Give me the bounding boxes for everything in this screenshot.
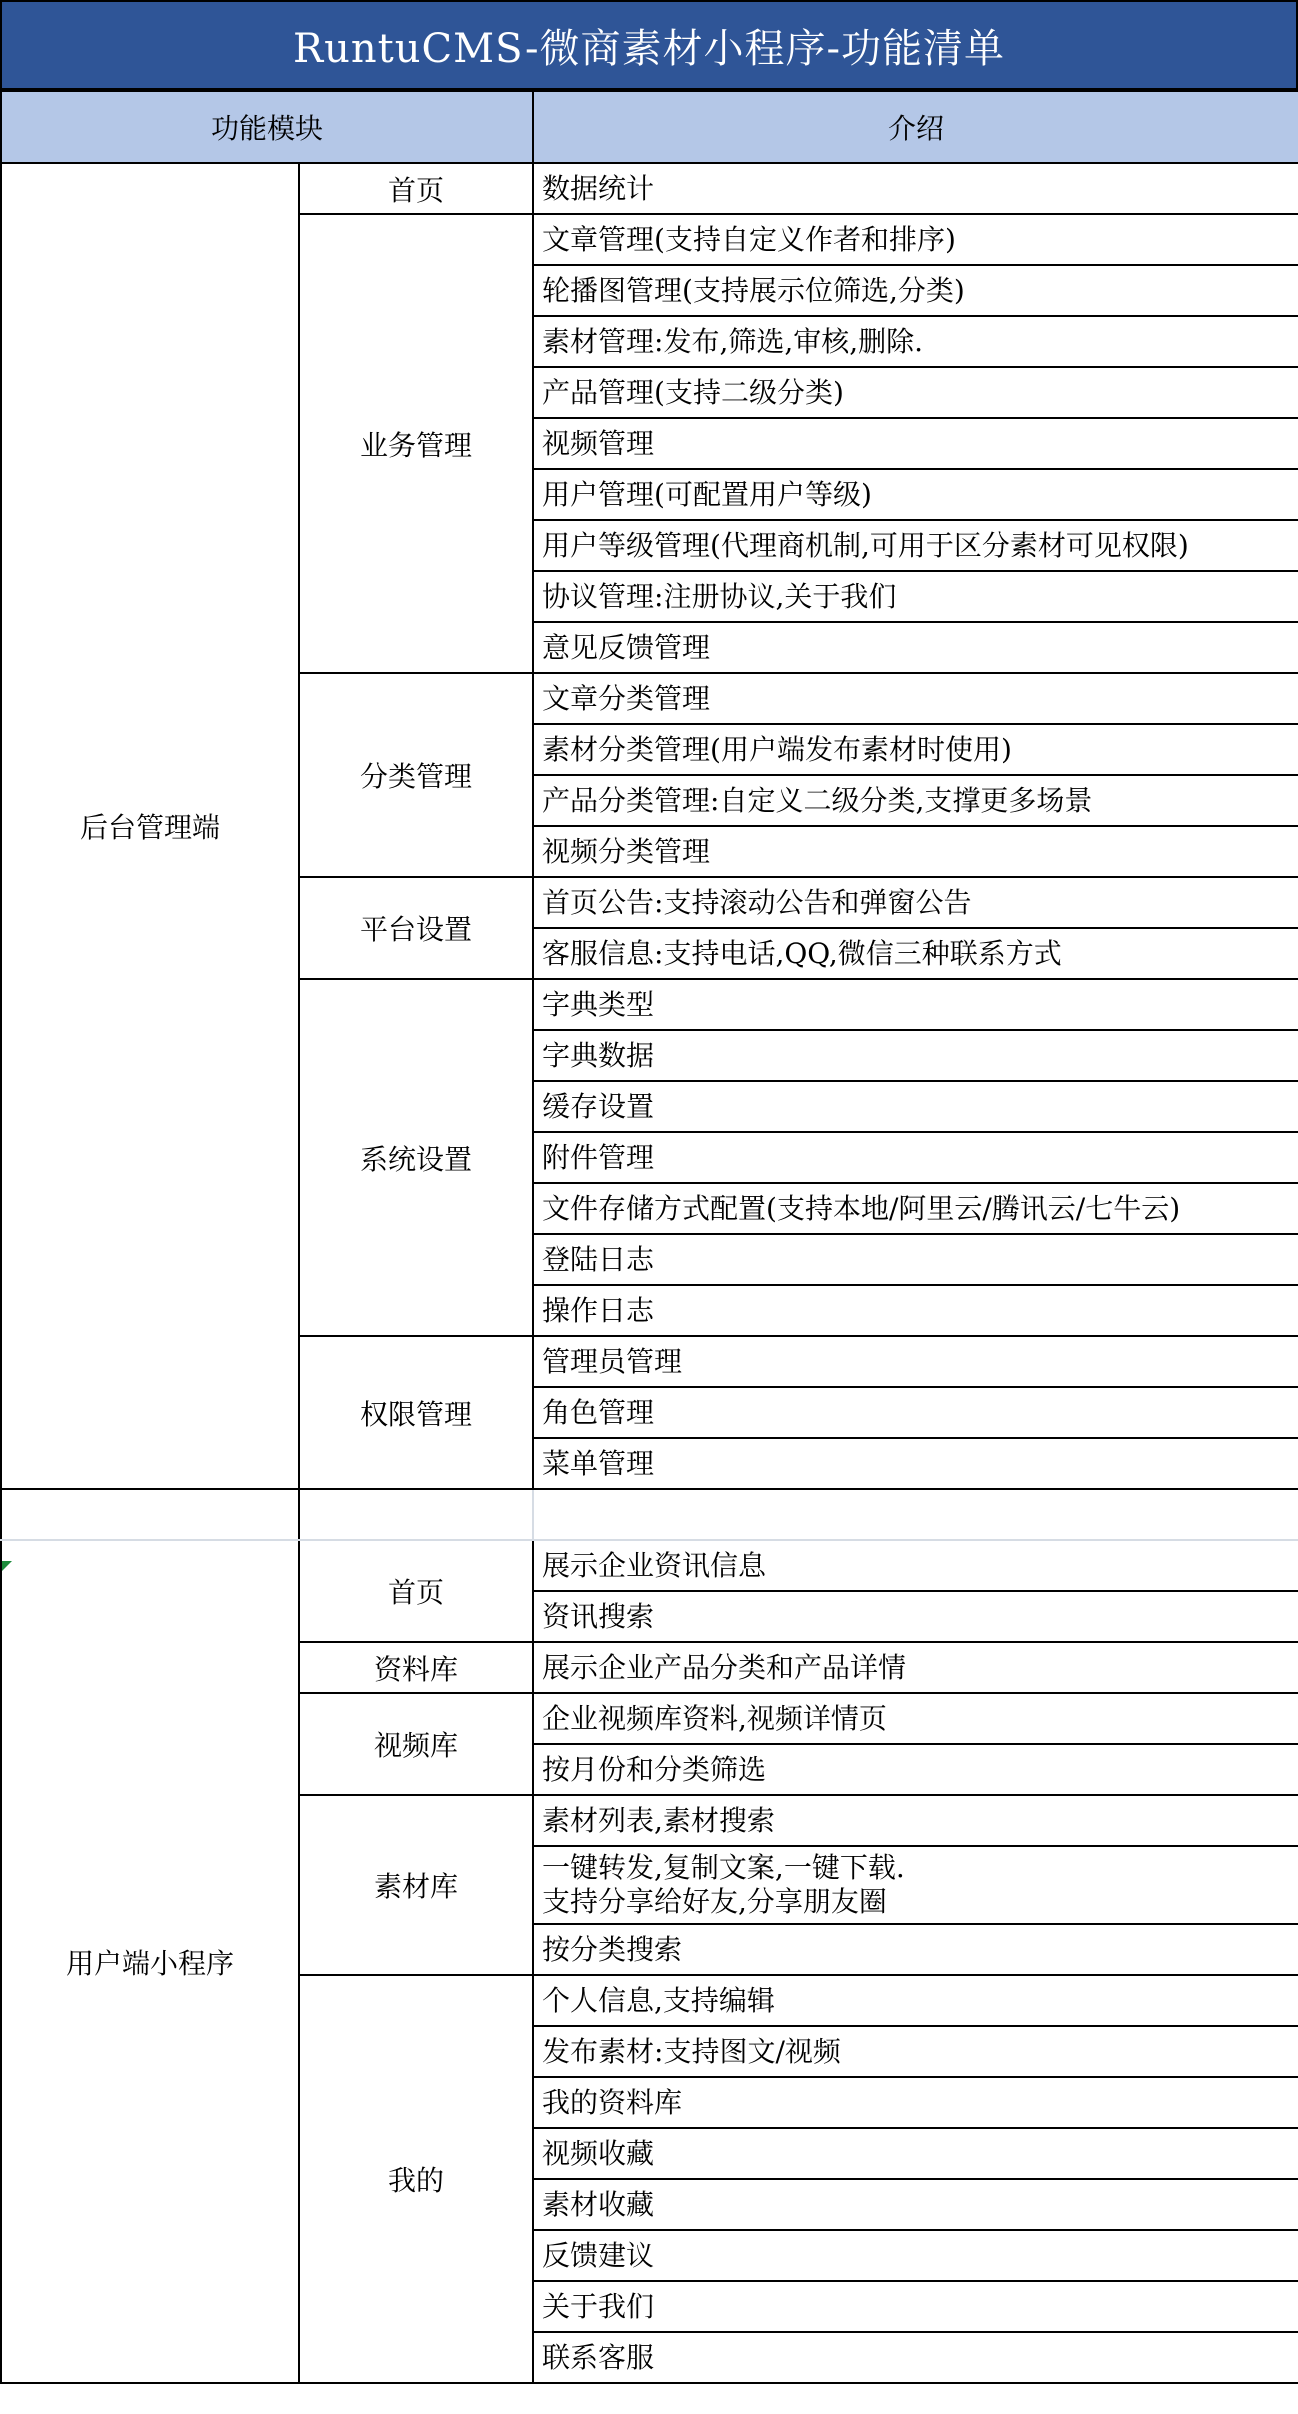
- feature-item: 意见反馈管理: [533, 622, 1298, 673]
- feature-item: 我的资料库: [533, 2077, 1298, 2128]
- table-row: [1, 1540, 1298, 1591]
- feature-item: 展示企业资讯信息: [533, 1540, 1298, 1591]
- section-mine: 我的: [299, 1975, 533, 2383]
- feature-item: 字典数据: [533, 1030, 1298, 1081]
- feature-item: 菜单管理: [533, 1438, 1298, 1489]
- section-category: 分类管理: [299, 673, 533, 877]
- feature-item: 联系客服: [533, 2332, 1298, 2383]
- table-row: [1, 163, 1298, 214]
- feature-item-multiline: [533, 1846, 1298, 1924]
- feature-item: 素材列表,素材搜索: [533, 1795, 1298, 1846]
- cell-comment-marker: [2, 1561, 12, 1571]
- feature-item: 文章管理(支持自定义作者和排序): [533, 214, 1298, 265]
- feature-item: 登陆日志: [533, 1234, 1298, 1285]
- feature-item: 协议管理:注册协议,关于我们: [533, 571, 1298, 622]
- section-system: 系统设置: [299, 979, 533, 1336]
- feature-item: 客服信息:支持电话,QQ,微信三种联系方式: [533, 928, 1298, 979]
- feature-item: 文件存储方式配置(支持本地/阿里云/腾讯云/七牛云): [533, 1183, 1298, 1234]
- section-material: 素材库: [299, 1795, 533, 1975]
- feature-item: 个人信息,支持编辑: [533, 1975, 1298, 2026]
- feature-item: 视频分类管理: [533, 826, 1298, 877]
- feature-item: 文章分类管理: [533, 673, 1298, 724]
- feature-item: 产品管理(支持二级分类): [533, 367, 1298, 418]
- feature-item: 资讯搜索: [533, 1591, 1298, 1642]
- table-header-row: [1, 91, 1298, 163]
- feature-item: 关于我们: [533, 2281, 1298, 2332]
- header-intro: 介绍: [533, 91, 1298, 163]
- feature-item: 企业视频库资料,视频详情页: [533, 1693, 1298, 1744]
- feature-line: 支持分享给好友,分享朋友圈: [542, 1885, 887, 1918]
- feature-line: 一键转发,复制文案,一键下载.: [542, 1851, 905, 1885]
- feature-item: 反馈建议: [533, 2230, 1298, 2281]
- feature-item: 用户管理(可配置用户等级): [533, 469, 1298, 520]
- module-admin: 后台管理端: [1, 163, 299, 1489]
- feature-item: 展示企业产品分类和产品详情: [533, 1642, 1298, 1693]
- section-library: 资料库: [299, 1642, 533, 1693]
- section-user-home: 首页: [299, 1540, 533, 1642]
- feature-item: 数据统计: [533, 163, 1298, 214]
- feature-item: 按分类搜索: [533, 1924, 1298, 1975]
- feature-item: 附件管理: [533, 1132, 1298, 1183]
- spacer-cell: [1, 1489, 299, 1540]
- feature-item: 缓存设置: [533, 1081, 1298, 1132]
- header-module: 功能模块: [1, 91, 533, 163]
- feature-item: 轮播图管理(支持展示位筛选,分类): [533, 265, 1298, 316]
- spacer-cell: [299, 1489, 533, 1540]
- spacer-cell: [533, 1489, 1298, 1540]
- feature-item: 视频收藏: [533, 2128, 1298, 2179]
- section-video: 视频库: [299, 1693, 533, 1795]
- section-permission: 权限管理: [299, 1336, 533, 1489]
- feature-item: 字典类型: [533, 979, 1298, 1030]
- feature-item: 视频管理: [533, 418, 1298, 469]
- feature-item: 素材管理:发布,筛选,审核,删除.: [533, 316, 1298, 367]
- section-business: 业务管理: [299, 214, 533, 673]
- feature-item: 首页公告:支持滚动公告和弹窗公告: [533, 877, 1298, 928]
- section-platform: 平台设置: [299, 877, 533, 979]
- page-title: RuntuCMS-微商素材小程序-功能清单: [0, 0, 1298, 90]
- feature-item: 发布素材:支持图文/视频: [533, 2026, 1298, 2077]
- feature-item: 素材分类管理(用户端发布素材时使用): [533, 724, 1298, 775]
- feature-item: 管理员管理: [533, 1336, 1298, 1387]
- section-admin-home: 首页: [299, 163, 533, 214]
- feature-item: 素材收藏: [533, 2179, 1298, 2230]
- feature-item: 角色管理: [533, 1387, 1298, 1438]
- feature-item: 产品分类管理:自定义二级分类,支撑更多场景: [533, 775, 1298, 826]
- feature-item: 按月份和分类筛选: [533, 1744, 1298, 1795]
- spacer-row: [1, 1489, 1298, 1540]
- feature-table: [0, 90, 1298, 2384]
- module-user: 用户端小程序: [1, 1540, 299, 2383]
- feature-item: 操作日志: [533, 1285, 1298, 1336]
- feature-item: 用户等级管理(代理商机制,可用于区分素材可见权限): [533, 520, 1298, 571]
